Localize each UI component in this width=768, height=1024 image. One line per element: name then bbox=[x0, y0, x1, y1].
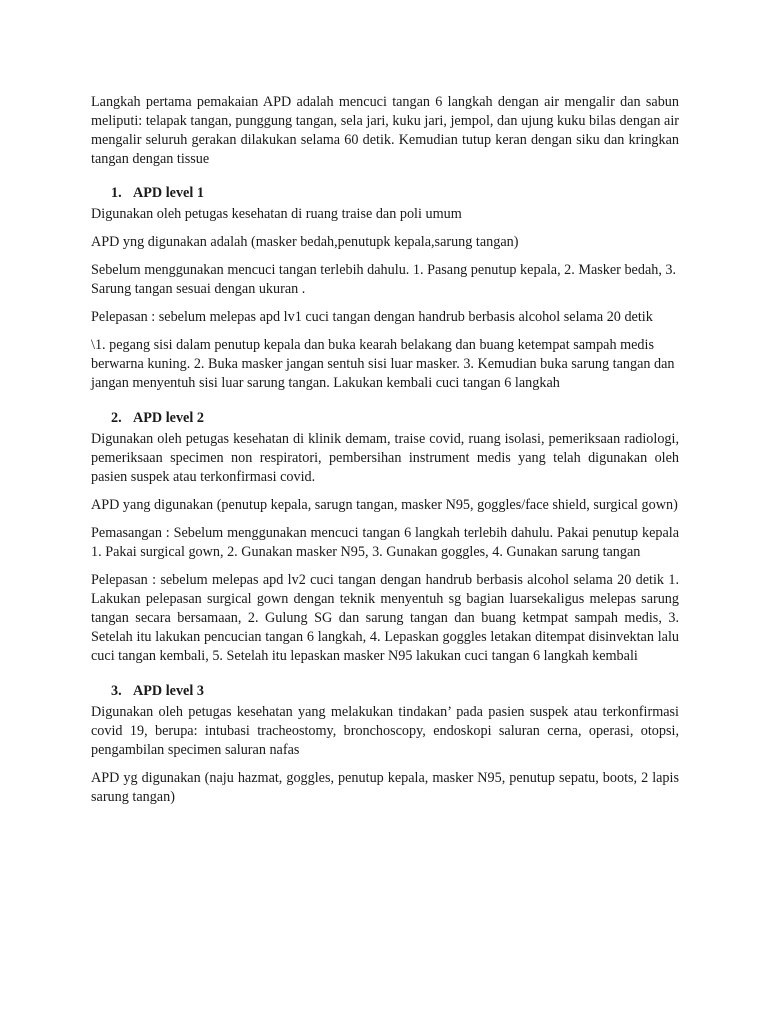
intro-paragraph: Langkah pertama pemakaian APD adalah mencuci tangan 6 langkah dengan air mengalir dan sabun meliputi: telapak tangan, punggung tangan, sela jari, kuku jari, jempol, dan ujung kuku bilas dengan air mengalir seluruh gerakan dilakukan selama 60 detik. Kemudian tutup keran dengan siku dan kringkan tangan dengan tissue bbox=[91, 94, 679, 167]
section-number: 2. bbox=[111, 410, 122, 426]
paragraph: Pelepasan : sebelum melepas apd lv1 cuci tangan dengan handrub berbasis alcohol selama 20 detik bbox=[91, 309, 653, 325]
section-apd-level-1 bbox=[91, 184, 679, 393]
paragraph: \1. pegang sisi dalam penutup kepala dan buka kearah belakang dan buang ketempat sampah medis berwarna kuning. 2. Buka masker jangan sentuh sisi luar masker. 3. Kemudian buka sarung tangan dan jangan menyentuh sisi luar sarung tangan. Lakukan kembali cuci tangan 6 langkah bbox=[91, 337, 675, 391]
paragraph: Digunakan oleh petugas kesehatan yang melakukan tindakan’ pada pasien suspek atau terkonfirmasi covid 19, berupa: intubasi tracheostomy, bronchoscopy, endoskopi saluran cerna, operasi, otopsi, pengambilan specimen saluran nafas bbox=[91, 704, 679, 758]
paragraph: Pemasangan : Sebelum menggunakan mencuci tangan 6 langkah terlebih dahulu. Pakai penutup kepala 1. Pakai surgical gown, 2. Gunakan masker N95, 3. Gunakan goggles, 4. Gunakan sarung tangan bbox=[91, 525, 679, 560]
paragraph: APD yang digunakan (penutup kepala, sarugn tangan, masker N95, goggles/face shield, surgical gown) bbox=[91, 497, 678, 513]
paragraph: APD yg digunakan (naju hazmat, goggles, penutup kepala, masker N95, penutup sepatu, boots, 2 lapis sarung tangan) bbox=[91, 770, 679, 805]
section-gap bbox=[91, 402, 679, 409]
section-title: APD level 1 bbox=[133, 185, 204, 201]
document-body bbox=[91, 93, 679, 816]
paragraph: Digunakan oleh petugas kesehatan di ruang traise dan poli umum bbox=[91, 206, 462, 222]
paragraph: APD yng digunakan adalah (masker bedah,penutupk kepala,sarung tangan) bbox=[91, 234, 519, 250]
section-apd-level-3 bbox=[91, 682, 679, 807]
paragraph: Sebelum menggunakan mencuci tangan terlebih dahulu. 1. Pasang penutup kepala, 2. Masker bedah, 3. Sarung tangan sesuai dengan ukuran . bbox=[91, 262, 677, 297]
section-title: APD level 3 bbox=[133, 683, 204, 699]
section-gap bbox=[91, 675, 679, 682]
section-heading bbox=[111, 682, 679, 701]
paragraph: Digunakan oleh petugas kesehatan di klinik demam, traise covid, ruang isolasi, pemeriksaan radiologi, pemeriksaan specimen non respiratori, pembersihan instrument medis yang telah digunakan oleh pasien suspek atau terkonfirmasi covid. bbox=[91, 431, 679, 485]
section-number: 3. bbox=[111, 683, 122, 699]
section-apd-level-2 bbox=[91, 409, 679, 666]
paragraph: Pelepasan : sebelum melepas apd lv2 cuci tangan dengan handrub berbasis alcohol selama 20 detik 1. Lakukan pelepasan surgical gown dengan teknik menyentuh sg bagian luarsekaligus melepas sarung tangan secara bersamaan, 2. Gulung SG dan sarung tangan dan buang ketmpat sampah medis, 3. Setelah itu lakukan pencucian tangan 6 langkah, 4. Lepaskan goggles letakan ditempat disinvektan lalu cuci tangan kembali, 5. Setelah itu lepaskan masker N95 lakukan cuci tangan 6 langkah kembali bbox=[91, 572, 679, 664]
section-number: 1. bbox=[111, 185, 122, 201]
section-heading bbox=[111, 409, 679, 428]
section-heading bbox=[111, 184, 679, 203]
section-title: APD level 2 bbox=[133, 410, 204, 426]
